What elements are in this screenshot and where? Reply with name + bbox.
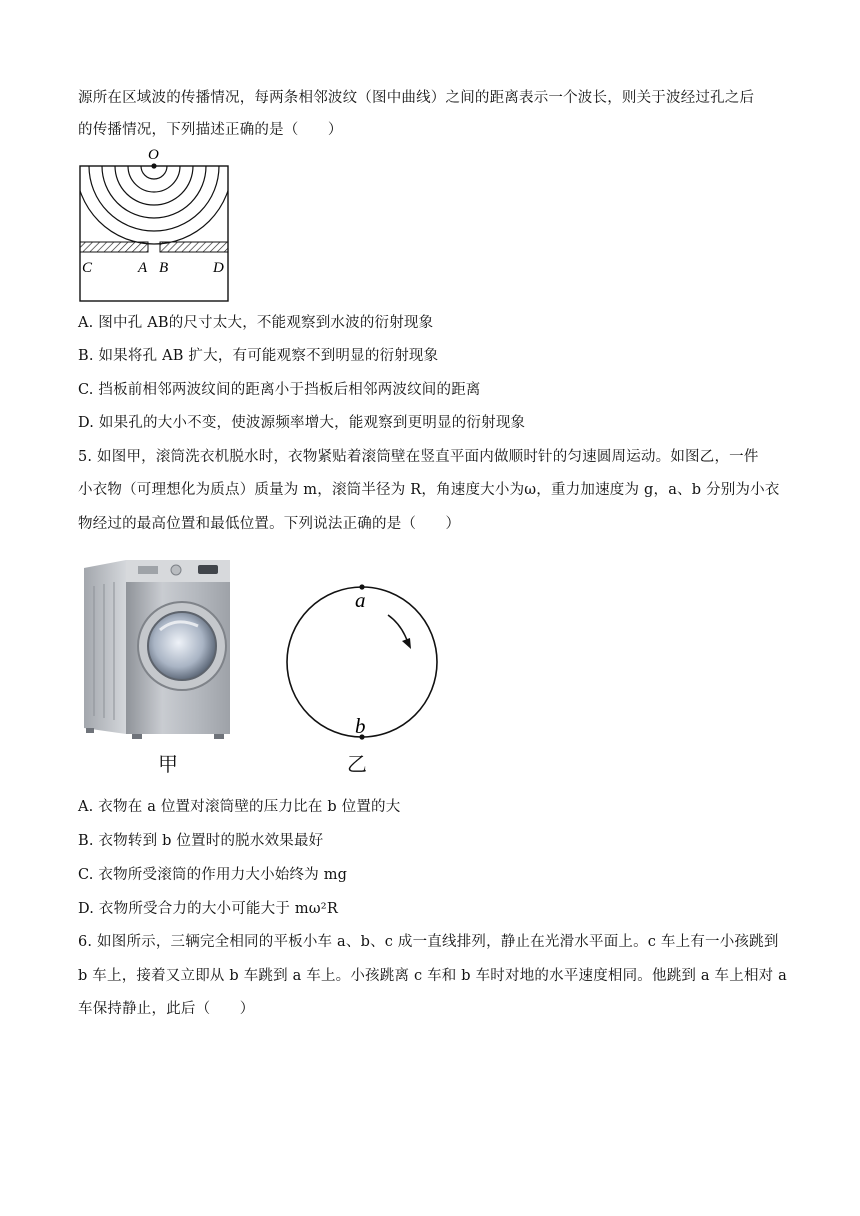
q4-option-c: C. 挡板前相邻两波纹间的距离小于挡板后相邻两波纹间的距离 xyxy=(78,382,481,398)
q6-text-line-3: 车保持静止，此后（ ） xyxy=(78,1001,255,1017)
caption-yi: 乙 xyxy=(347,752,368,776)
caption-jia: 甲 xyxy=(158,752,179,776)
label-a: A xyxy=(138,260,148,276)
q4-option-b: B. 如果将孔 AB 扩大，有可能观察不到明显的衍射现象 xyxy=(78,348,439,364)
q5-option-d: D. 衣物所受合力的大小可能大于 mω²R xyxy=(78,901,338,917)
q6-text-line-1: 6. 如图所示，三辆完全相同的平板小车 a、b、c 成一直线排列，静止在光滑水平面上。c 车上有一小孩跳到 xyxy=(78,934,779,950)
barrier-right xyxy=(160,242,228,252)
clockwise-arrow xyxy=(388,615,408,643)
q5-text-line-3: 物经过的最高位置和最低位置。下列说法正确的是（ ） xyxy=(78,516,461,532)
q5-option-a: A. 衣物在 a 位置对滚筒壁的压力比在 b 位置的大 xyxy=(78,799,401,815)
q5-option-c: C. 衣物所受滚筒的作用力大小始终为 mg xyxy=(78,867,348,883)
label-o: O xyxy=(148,147,159,163)
tank-outline xyxy=(80,166,228,301)
washing-machine-image xyxy=(80,556,240,746)
label-c: C xyxy=(82,260,93,276)
q6-text-line-2: b 车上，接着又立即从 b 车跳到 a 车上。小孩跳离 c 车和 b 车时对地的水平速度相同。他跳到 a 车上相对 a xyxy=(78,968,788,984)
q4-option-d: D. 如果孔的大小不变，使波源频率增大，能观察到更明显的衍射现象 xyxy=(78,415,526,431)
q4-option-a: A. 图中孔 AB的尺寸太大，不能观察到水波的衍射现象 xyxy=(78,315,434,331)
barrier-left xyxy=(80,242,148,252)
label-d: D xyxy=(213,260,224,276)
circular-motion-diagram xyxy=(280,565,450,755)
q5-text-line-2: 小衣物（可理想化为质点）质量为 m，滚筒半径为 R，角速度大小为ω，重力加速度为 g，a、b 分别为小衣 xyxy=(78,482,780,498)
q4-text-line-1: 源所在区域波的传播情况，每两条相邻波纹（图中曲线）之间的距离表示一个波长，则关于波经过孔之后 xyxy=(78,90,755,106)
q5-option-b: B. 衣物转到 b 位置时的脱水效果最好 xyxy=(78,833,324,849)
q5-text-line-1: 5. 如图甲，滚筒洗衣机脱水时，衣物紧贴着滚筒壁在竖直平面内做顺时针的匀速圆周运动。如图乙，一件 xyxy=(78,449,759,465)
q4-text-line-2: 的传播情况，下列描述正确的是（ ） xyxy=(78,122,343,138)
wave-diffraction-figure xyxy=(70,144,240,306)
arrow-head-icon xyxy=(402,638,411,649)
label-b: B xyxy=(159,260,169,276)
wave-source-dot xyxy=(151,163,156,168)
label-b-circle: b xyxy=(355,714,366,738)
label-a-circle: a xyxy=(355,588,366,612)
